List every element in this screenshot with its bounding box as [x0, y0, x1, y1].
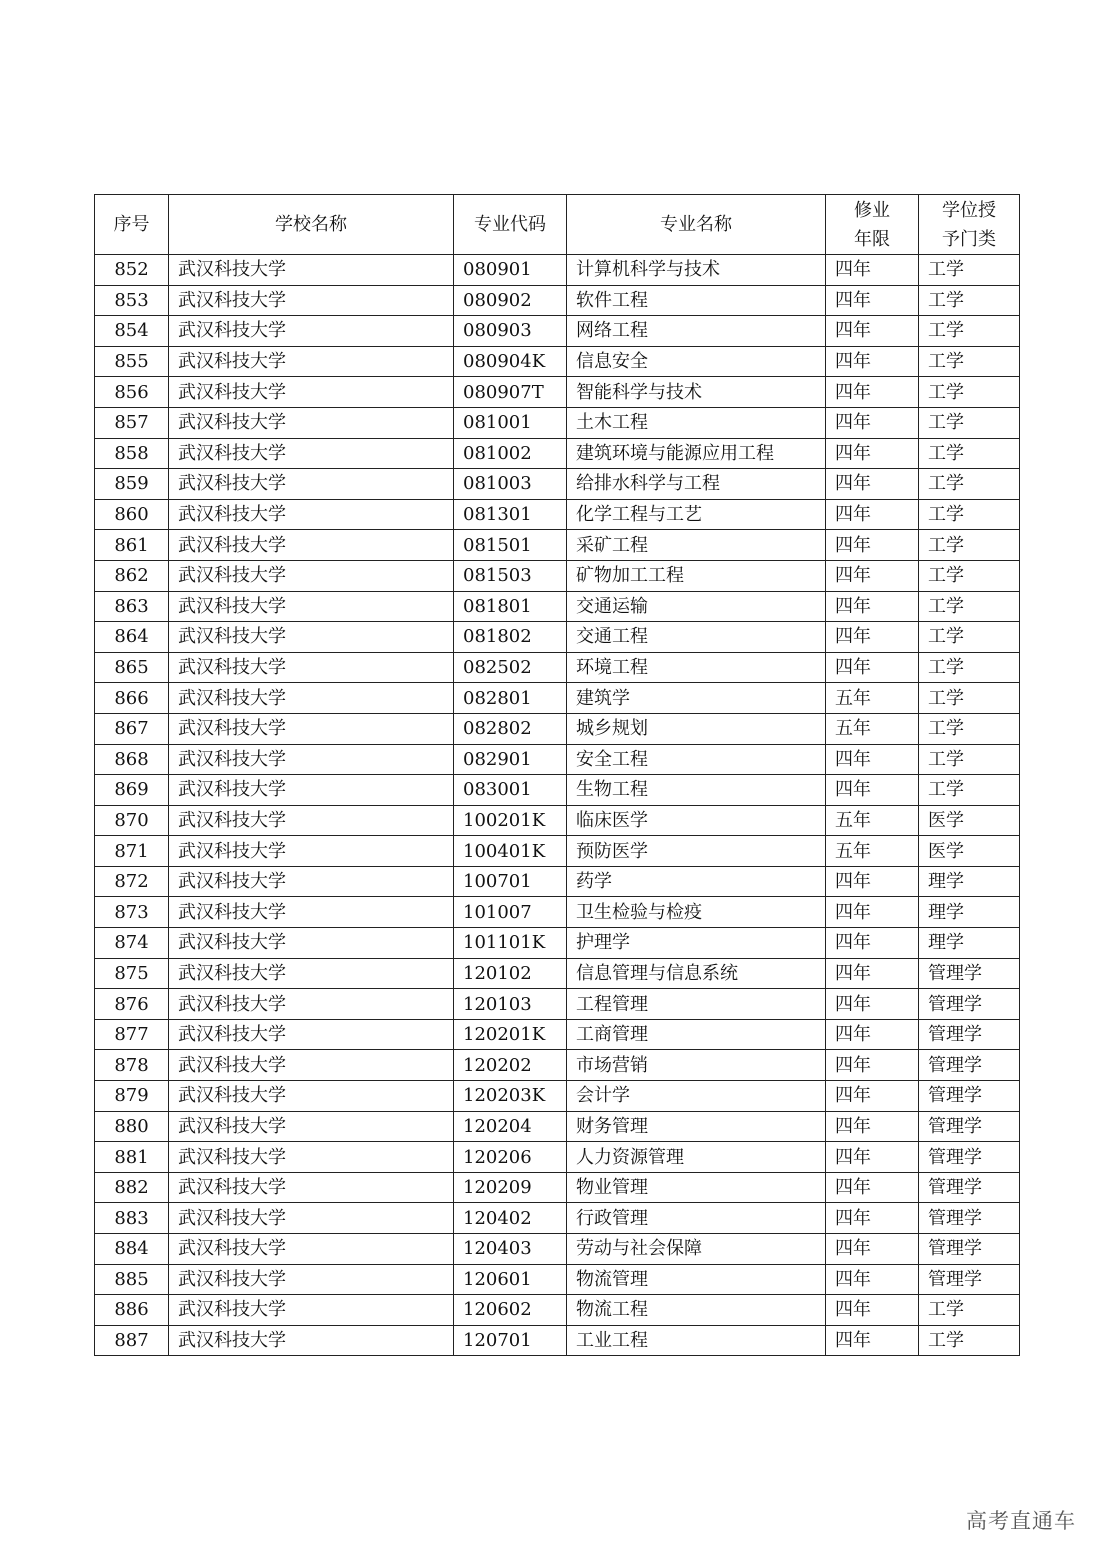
table-row	[95, 713, 1020, 744]
cell-degree: 工学	[919, 683, 1020, 714]
cell-degree: 管理学	[919, 1081, 1020, 1112]
cell-major: 财务管理	[567, 1111, 826, 1142]
cell-code: 120204	[454, 1111, 567, 1142]
cell-index: 858	[95, 438, 169, 469]
cell-years: 四年	[826, 438, 919, 469]
cell-degree: 管理学	[919, 989, 1020, 1020]
cell-index: 885	[95, 1264, 169, 1295]
cell-years: 五年	[826, 713, 919, 744]
cell-years: 四年	[826, 1295, 919, 1326]
cell-school: 武汉科技大学	[169, 499, 454, 530]
cell-years: 四年	[826, 377, 919, 408]
header-degree	[919, 195, 1020, 255]
cell-years: 四年	[826, 897, 919, 928]
cell-index: 875	[95, 958, 169, 989]
cell-years: 五年	[826, 836, 919, 867]
cell-code: 082801	[454, 683, 567, 714]
cell-school: 武汉科技大学	[169, 775, 454, 806]
cell-years: 四年	[826, 560, 919, 591]
cell-code: 081501	[454, 530, 567, 561]
cell-major: 物流管理	[567, 1264, 826, 1295]
cell-index: 880	[95, 1111, 169, 1142]
header-years-line2: 年限	[854, 228, 890, 250]
cell-years: 四年	[826, 499, 919, 530]
table-row	[95, 1172, 1020, 1203]
table-row	[95, 560, 1020, 591]
cell-code: 081003	[454, 469, 567, 500]
cell-major: 建筑学	[567, 683, 826, 714]
header-major: 专业名称	[567, 195, 826, 255]
cell-school: 武汉科技大学	[169, 1050, 454, 1081]
cell-school: 武汉科技大学	[169, 744, 454, 775]
cell-code: 120403	[454, 1234, 567, 1265]
cell-degree: 工学	[919, 407, 1020, 438]
table-row	[95, 438, 1020, 469]
cell-index: 852	[95, 255, 169, 286]
cell-school: 武汉科技大学	[169, 1325, 454, 1356]
cell-school: 武汉科技大学	[169, 866, 454, 897]
table-row	[95, 591, 1020, 622]
cell-years: 四年	[826, 346, 919, 377]
cell-major: 行政管理	[567, 1203, 826, 1234]
cell-major: 给排水科学与工程	[567, 469, 826, 500]
cell-major: 信息安全	[567, 346, 826, 377]
cell-index: 859	[95, 469, 169, 500]
cell-index: 868	[95, 744, 169, 775]
table-row	[95, 928, 1020, 959]
cell-index: 869	[95, 775, 169, 806]
cell-major: 护理学	[567, 928, 826, 959]
table-row	[95, 1264, 1020, 1295]
cell-school: 武汉科技大学	[169, 989, 454, 1020]
cell-degree: 工学	[919, 285, 1020, 316]
cell-degree: 工学	[919, 255, 1020, 286]
cell-degree: 工学	[919, 775, 1020, 806]
cell-code: 120201K	[454, 1019, 567, 1050]
cell-years: 四年	[826, 1081, 919, 1112]
cell-degree: 工学	[919, 377, 1020, 408]
cell-degree: 管理学	[919, 1264, 1020, 1295]
cell-years: 四年	[826, 744, 919, 775]
cell-major: 交通工程	[567, 622, 826, 653]
cell-major: 工商管理	[567, 1019, 826, 1050]
header-school: 学校名称	[169, 195, 454, 255]
header-index: 序号	[95, 195, 169, 255]
table-row	[95, 866, 1020, 897]
cell-code: 080901	[454, 255, 567, 286]
cell-degree: 工学	[919, 622, 1020, 653]
cell-degree: 工学	[919, 438, 1020, 469]
cell-years: 四年	[826, 1142, 919, 1173]
table-row	[95, 683, 1020, 714]
cell-index: 871	[95, 836, 169, 867]
table-row	[95, 1019, 1020, 1050]
cell-degree: 理学	[919, 897, 1020, 928]
cell-major: 临床医学	[567, 805, 826, 836]
cell-school: 武汉科技大学	[169, 683, 454, 714]
cell-degree: 工学	[919, 346, 1020, 377]
cell-years: 四年	[826, 989, 919, 1020]
cell-school: 武汉科技大学	[169, 622, 454, 653]
cell-years: 四年	[826, 530, 919, 561]
cell-degree: 工学	[919, 316, 1020, 347]
cell-code: 120701	[454, 1325, 567, 1356]
cell-years: 四年	[826, 255, 919, 286]
cell-index: 857	[95, 407, 169, 438]
watermark: 高考直通车	[966, 1509, 1076, 1533]
cell-school: 武汉科技大学	[169, 316, 454, 347]
cell-years: 四年	[826, 469, 919, 500]
table-row	[95, 744, 1020, 775]
cell-index: 879	[95, 1081, 169, 1112]
cell-school: 武汉科技大学	[169, 469, 454, 500]
table-row	[95, 805, 1020, 836]
cell-code: 082802	[454, 713, 567, 744]
cell-years: 四年	[826, 958, 919, 989]
cell-major: 信息管理与信息系统	[567, 958, 826, 989]
table-row	[95, 1203, 1020, 1234]
cell-major: 智能科学与技术	[567, 377, 826, 408]
cell-index: 866	[95, 683, 169, 714]
cell-school: 武汉科技大学	[169, 1234, 454, 1265]
cell-degree: 管理学	[919, 1234, 1020, 1265]
cell-years: 四年	[826, 622, 919, 653]
cell-degree: 管理学	[919, 1203, 1020, 1234]
cell-years: 四年	[826, 1172, 919, 1203]
cell-index: 876	[95, 989, 169, 1020]
cell-major: 预防医学	[567, 836, 826, 867]
cell-years: 四年	[826, 1050, 919, 1081]
cell-code: 081001	[454, 407, 567, 438]
cell-index: 873	[95, 897, 169, 928]
cell-school: 武汉科技大学	[169, 1295, 454, 1326]
header-years	[826, 195, 919, 255]
cell-years: 四年	[826, 928, 919, 959]
cell-code: 101007	[454, 897, 567, 928]
cell-years: 四年	[826, 1203, 919, 1234]
cell-major: 建筑环境与能源应用工程	[567, 438, 826, 469]
cell-years: 四年	[826, 1234, 919, 1265]
cell-code: 081503	[454, 560, 567, 591]
cell-major: 化学工程与工艺	[567, 499, 826, 530]
cell-degree: 管理学	[919, 1111, 1020, 1142]
cell-school: 武汉科技大学	[169, 1142, 454, 1173]
cell-code: 120209	[454, 1172, 567, 1203]
table-row	[95, 1050, 1020, 1081]
cell-major: 采矿工程	[567, 530, 826, 561]
table-body	[95, 255, 1020, 1356]
cell-years: 四年	[826, 407, 919, 438]
cell-major: 物流工程	[567, 1295, 826, 1326]
cell-school: 武汉科技大学	[169, 255, 454, 286]
cell-index: 872	[95, 866, 169, 897]
cell-years: 四年	[826, 316, 919, 347]
cell-index: 855	[95, 346, 169, 377]
table-row	[95, 1111, 1020, 1142]
cell-major: 矿物加工工程	[567, 560, 826, 591]
table-row	[95, 346, 1020, 377]
cell-major: 环境工程	[567, 652, 826, 683]
table-row	[95, 1295, 1020, 1326]
cell-major: 卫生检验与检疫	[567, 897, 826, 928]
cell-years: 四年	[826, 1325, 919, 1356]
header-degree-line1: 学位授	[942, 199, 996, 221]
cell-degree: 理学	[919, 866, 1020, 897]
table-row	[95, 469, 1020, 500]
cell-degree: 工学	[919, 560, 1020, 591]
cell-school: 武汉科技大学	[169, 530, 454, 561]
cell-degree: 医学	[919, 805, 1020, 836]
cell-years: 四年	[826, 1264, 919, 1295]
table-row	[95, 1142, 1020, 1173]
cell-school: 武汉科技大学	[169, 346, 454, 377]
cell-degree: 管理学	[919, 1050, 1020, 1081]
cell-code: 120402	[454, 1203, 567, 1234]
table-row	[95, 530, 1020, 561]
cell-school: 武汉科技大学	[169, 1019, 454, 1050]
cell-major: 人力资源管理	[567, 1142, 826, 1173]
cell-years: 四年	[826, 775, 919, 806]
cell-major: 市场营销	[567, 1050, 826, 1081]
cell-degree: 管理学	[919, 1142, 1020, 1173]
table-row	[95, 1325, 1020, 1356]
cell-index: 862	[95, 560, 169, 591]
cell-index: 882	[95, 1172, 169, 1203]
cell-major: 城乡规划	[567, 713, 826, 744]
cell-school: 武汉科技大学	[169, 560, 454, 591]
table-row	[95, 775, 1020, 806]
cell-index: 870	[95, 805, 169, 836]
cell-index: 854	[95, 316, 169, 347]
table-row	[95, 499, 1020, 530]
cell-major: 交通运输	[567, 591, 826, 622]
cell-code: 120103	[454, 989, 567, 1020]
cell-major: 土木工程	[567, 407, 826, 438]
table-row	[95, 958, 1020, 989]
table-row	[95, 1234, 1020, 1265]
cell-code: 100701	[454, 866, 567, 897]
cell-school: 武汉科技大学	[169, 928, 454, 959]
cell-index: 860	[95, 499, 169, 530]
cell-degree: 管理学	[919, 1172, 1020, 1203]
cell-code: 100201K	[454, 805, 567, 836]
table-row	[95, 622, 1020, 653]
majors-table	[94, 194, 1020, 1356]
cell-code: 081002	[454, 438, 567, 469]
cell-index: 877	[95, 1019, 169, 1050]
cell-major: 工业工程	[567, 1325, 826, 1356]
table-row	[95, 897, 1020, 928]
cell-code: 082502	[454, 652, 567, 683]
cell-degree: 理学	[919, 928, 1020, 959]
cell-school: 武汉科技大学	[169, 407, 454, 438]
cell-major: 计算机科学与技术	[567, 255, 826, 286]
cell-school: 武汉科技大学	[169, 377, 454, 408]
cell-school: 武汉科技大学	[169, 1081, 454, 1112]
cell-degree: 工学	[919, 744, 1020, 775]
cell-index: 853	[95, 285, 169, 316]
cell-major: 安全工程	[567, 744, 826, 775]
table-row	[95, 316, 1020, 347]
cell-school: 武汉科技大学	[169, 285, 454, 316]
cell-major: 生物工程	[567, 775, 826, 806]
cell-school: 武汉科技大学	[169, 805, 454, 836]
cell-school: 武汉科技大学	[169, 1111, 454, 1142]
cell-years: 四年	[826, 1019, 919, 1050]
cell-major: 劳动与社会保障	[567, 1234, 826, 1265]
cell-index: 881	[95, 1142, 169, 1173]
cell-code: 120102	[454, 958, 567, 989]
cell-school: 武汉科技大学	[169, 836, 454, 867]
cell-index: 878	[95, 1050, 169, 1081]
cell-index: 863	[95, 591, 169, 622]
cell-major: 网络工程	[567, 316, 826, 347]
cell-years: 五年	[826, 683, 919, 714]
cell-major: 工程管理	[567, 989, 826, 1020]
table-row	[95, 836, 1020, 867]
cell-degree: 工学	[919, 530, 1020, 561]
cell-code: 080903	[454, 316, 567, 347]
header-row	[95, 195, 1020, 255]
cell-school: 武汉科技大学	[169, 1172, 454, 1203]
cell-code: 081301	[454, 499, 567, 530]
cell-degree: 工学	[919, 713, 1020, 744]
cell-years: 五年	[826, 805, 919, 836]
table-row	[95, 377, 1020, 408]
cell-index: 864	[95, 622, 169, 653]
cell-code: 083001	[454, 775, 567, 806]
header-code: 专业代码	[454, 195, 567, 255]
cell-years: 四年	[826, 1111, 919, 1142]
table-row	[95, 255, 1020, 286]
cell-code: 120206	[454, 1142, 567, 1173]
cell-code: 081801	[454, 591, 567, 622]
cell-index: 865	[95, 652, 169, 683]
cell-school: 武汉科技大学	[169, 1264, 454, 1295]
cell-degree: 工学	[919, 591, 1020, 622]
cell-code: 080904K	[454, 346, 567, 377]
cell-index: 874	[95, 928, 169, 959]
header-years-line1: 修业	[854, 199, 890, 221]
cell-degree: 管理学	[919, 958, 1020, 989]
cell-index: 886	[95, 1295, 169, 1326]
cell-major: 软件工程	[567, 285, 826, 316]
table-row	[95, 407, 1020, 438]
cell-degree: 工学	[919, 469, 1020, 500]
cell-code: 080902	[454, 285, 567, 316]
cell-degree: 工学	[919, 1295, 1020, 1326]
cell-school: 武汉科技大学	[169, 591, 454, 622]
cell-index: 856	[95, 377, 169, 408]
cell-index: 861	[95, 530, 169, 561]
cell-index: 883	[95, 1203, 169, 1234]
cell-degree: 工学	[919, 1325, 1020, 1356]
cell-degree: 工学	[919, 652, 1020, 683]
cell-school: 武汉科技大学	[169, 652, 454, 683]
table-row	[95, 1081, 1020, 1112]
cell-code: 120203K	[454, 1081, 567, 1112]
cell-code: 120601	[454, 1264, 567, 1295]
cell-major: 物业管理	[567, 1172, 826, 1203]
cell-degree: 工学	[919, 499, 1020, 530]
cell-degree: 管理学	[919, 1019, 1020, 1050]
cell-school: 武汉科技大学	[169, 713, 454, 744]
cell-school: 武汉科技大学	[169, 958, 454, 989]
cell-major: 会计学	[567, 1081, 826, 1112]
cell-code: 080907T	[454, 377, 567, 408]
cell-index: 884	[95, 1234, 169, 1265]
cell-years: 四年	[826, 652, 919, 683]
header-degree-line2: 予门类	[942, 228, 996, 250]
cell-school: 武汉科技大学	[169, 438, 454, 469]
table-row	[95, 285, 1020, 316]
cell-code: 120602	[454, 1295, 567, 1326]
table-row	[95, 989, 1020, 1020]
cell-code: 082901	[454, 744, 567, 775]
cell-index: 867	[95, 713, 169, 744]
cell-years: 四年	[826, 866, 919, 897]
cell-school: 武汉科技大学	[169, 897, 454, 928]
table-row	[95, 652, 1020, 683]
cell-major: 药学	[567, 866, 826, 897]
cell-years: 四年	[826, 591, 919, 622]
cell-school: 武汉科技大学	[169, 1203, 454, 1234]
cell-index: 887	[95, 1325, 169, 1356]
cell-code: 100401K	[454, 836, 567, 867]
cell-degree: 医学	[919, 836, 1020, 867]
cell-code: 101101K	[454, 928, 567, 959]
cell-years: 四年	[826, 285, 919, 316]
cell-code: 081802	[454, 622, 567, 653]
cell-code: 120202	[454, 1050, 567, 1081]
